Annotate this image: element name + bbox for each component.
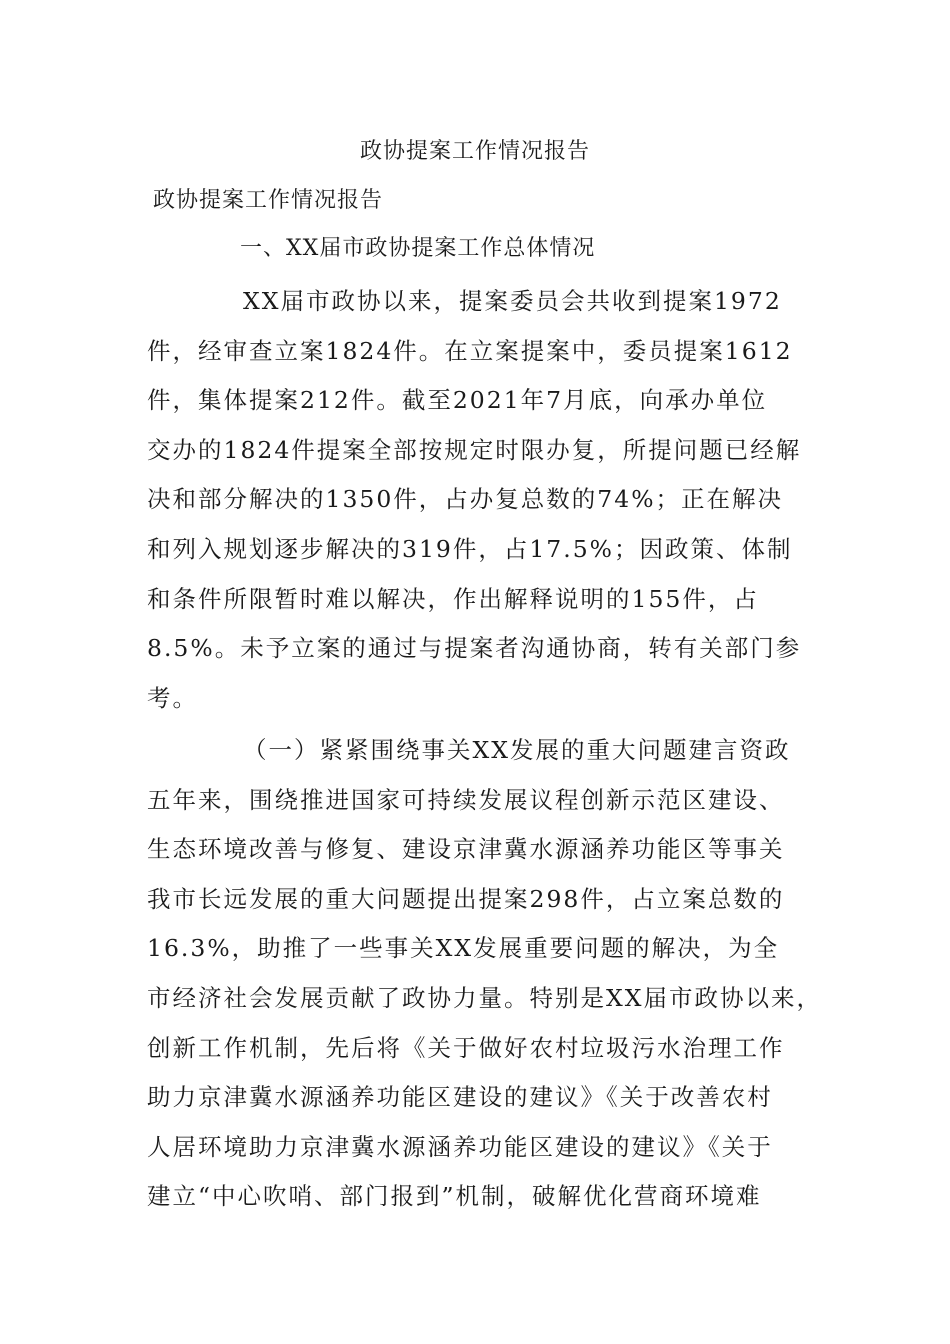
section-heading: 一、XX届市政协提案工作总体情况 — [240, 236, 596, 261]
document-title: 政协提案工作情况报告 — [359, 139, 590, 164]
paragraph-line: 人居环境助力京津冀水源涵养功能区建设的建议》《关于 — [147, 1132, 773, 1161]
paragraph-line: 市经济社会发展贡献了政协力量。特别是XX届市政协以来， — [147, 983, 822, 1012]
paragraph-section-one — [147, 726, 822, 1222]
paragraph-line: 建立“中心吹哨、部门报到”机制，破解优化营商环境难 — [147, 1182, 762, 1211]
paragraph-line: （一）紧紧围绕事关XX发展的重大问题建言资政 — [243, 736, 791, 764]
paragraph-line: 和条件所限暂时难以解决，作出解释说明的155件，占 — [147, 584, 759, 613]
paragraph-line: 生态环境改善与修复、建设京津冀水源涵养功能区等事关 — [147, 835, 785, 864]
paragraph-overview — [147, 277, 807, 723]
paragraph-line: XX届市政协以来，提案委员会共收到提案1972 — [243, 287, 782, 315]
paragraph-line: 决和部分解决的1350件，占办复总数的74%；正在解决 — [147, 485, 784, 514]
paragraph-line: 考。 — [147, 683, 198, 712]
paragraph-line: 创新工作机制，先后将《关于做好农村垃圾污水治理工作 — [147, 1033, 785, 1062]
paragraph-line: 件，集体提案212件。截至2021年7月底，向承办单位 — [147, 386, 768, 415]
paragraph-line: 五年来，围绕推进国家可持续发展议程创新示范区建设、 — [147, 785, 785, 814]
paragraph-line: 件，经审查立案1824件。在立案提案中，委员提案1612 — [147, 336, 793, 365]
paragraph-line: 交办的1824件提案全部按规定时限办复，所提问题已经解 — [147, 435, 802, 464]
paragraph-line: 8.5%。未予立案的通过与提案者沟通协商，转有关部门参 — [147, 634, 802, 663]
document-subtitle: 政协提案工作情况报告 — [153, 188, 384, 213]
paragraph-line: 助力京津冀水源涵养功能区建设的建议》《关于改善农村 — [147, 1083, 773, 1112]
paragraph-line: 我市长远发展的重大问题提出提案298件，占立案总数的 — [147, 884, 785, 913]
paragraph-line: 16.3%，助推了一些事关XX发展重要问题的解决，为全 — [147, 934, 780, 963]
paragraph-line: 和列入规划逐步解决的319件，占17.5%；因政策、体制 — [147, 534, 793, 563]
